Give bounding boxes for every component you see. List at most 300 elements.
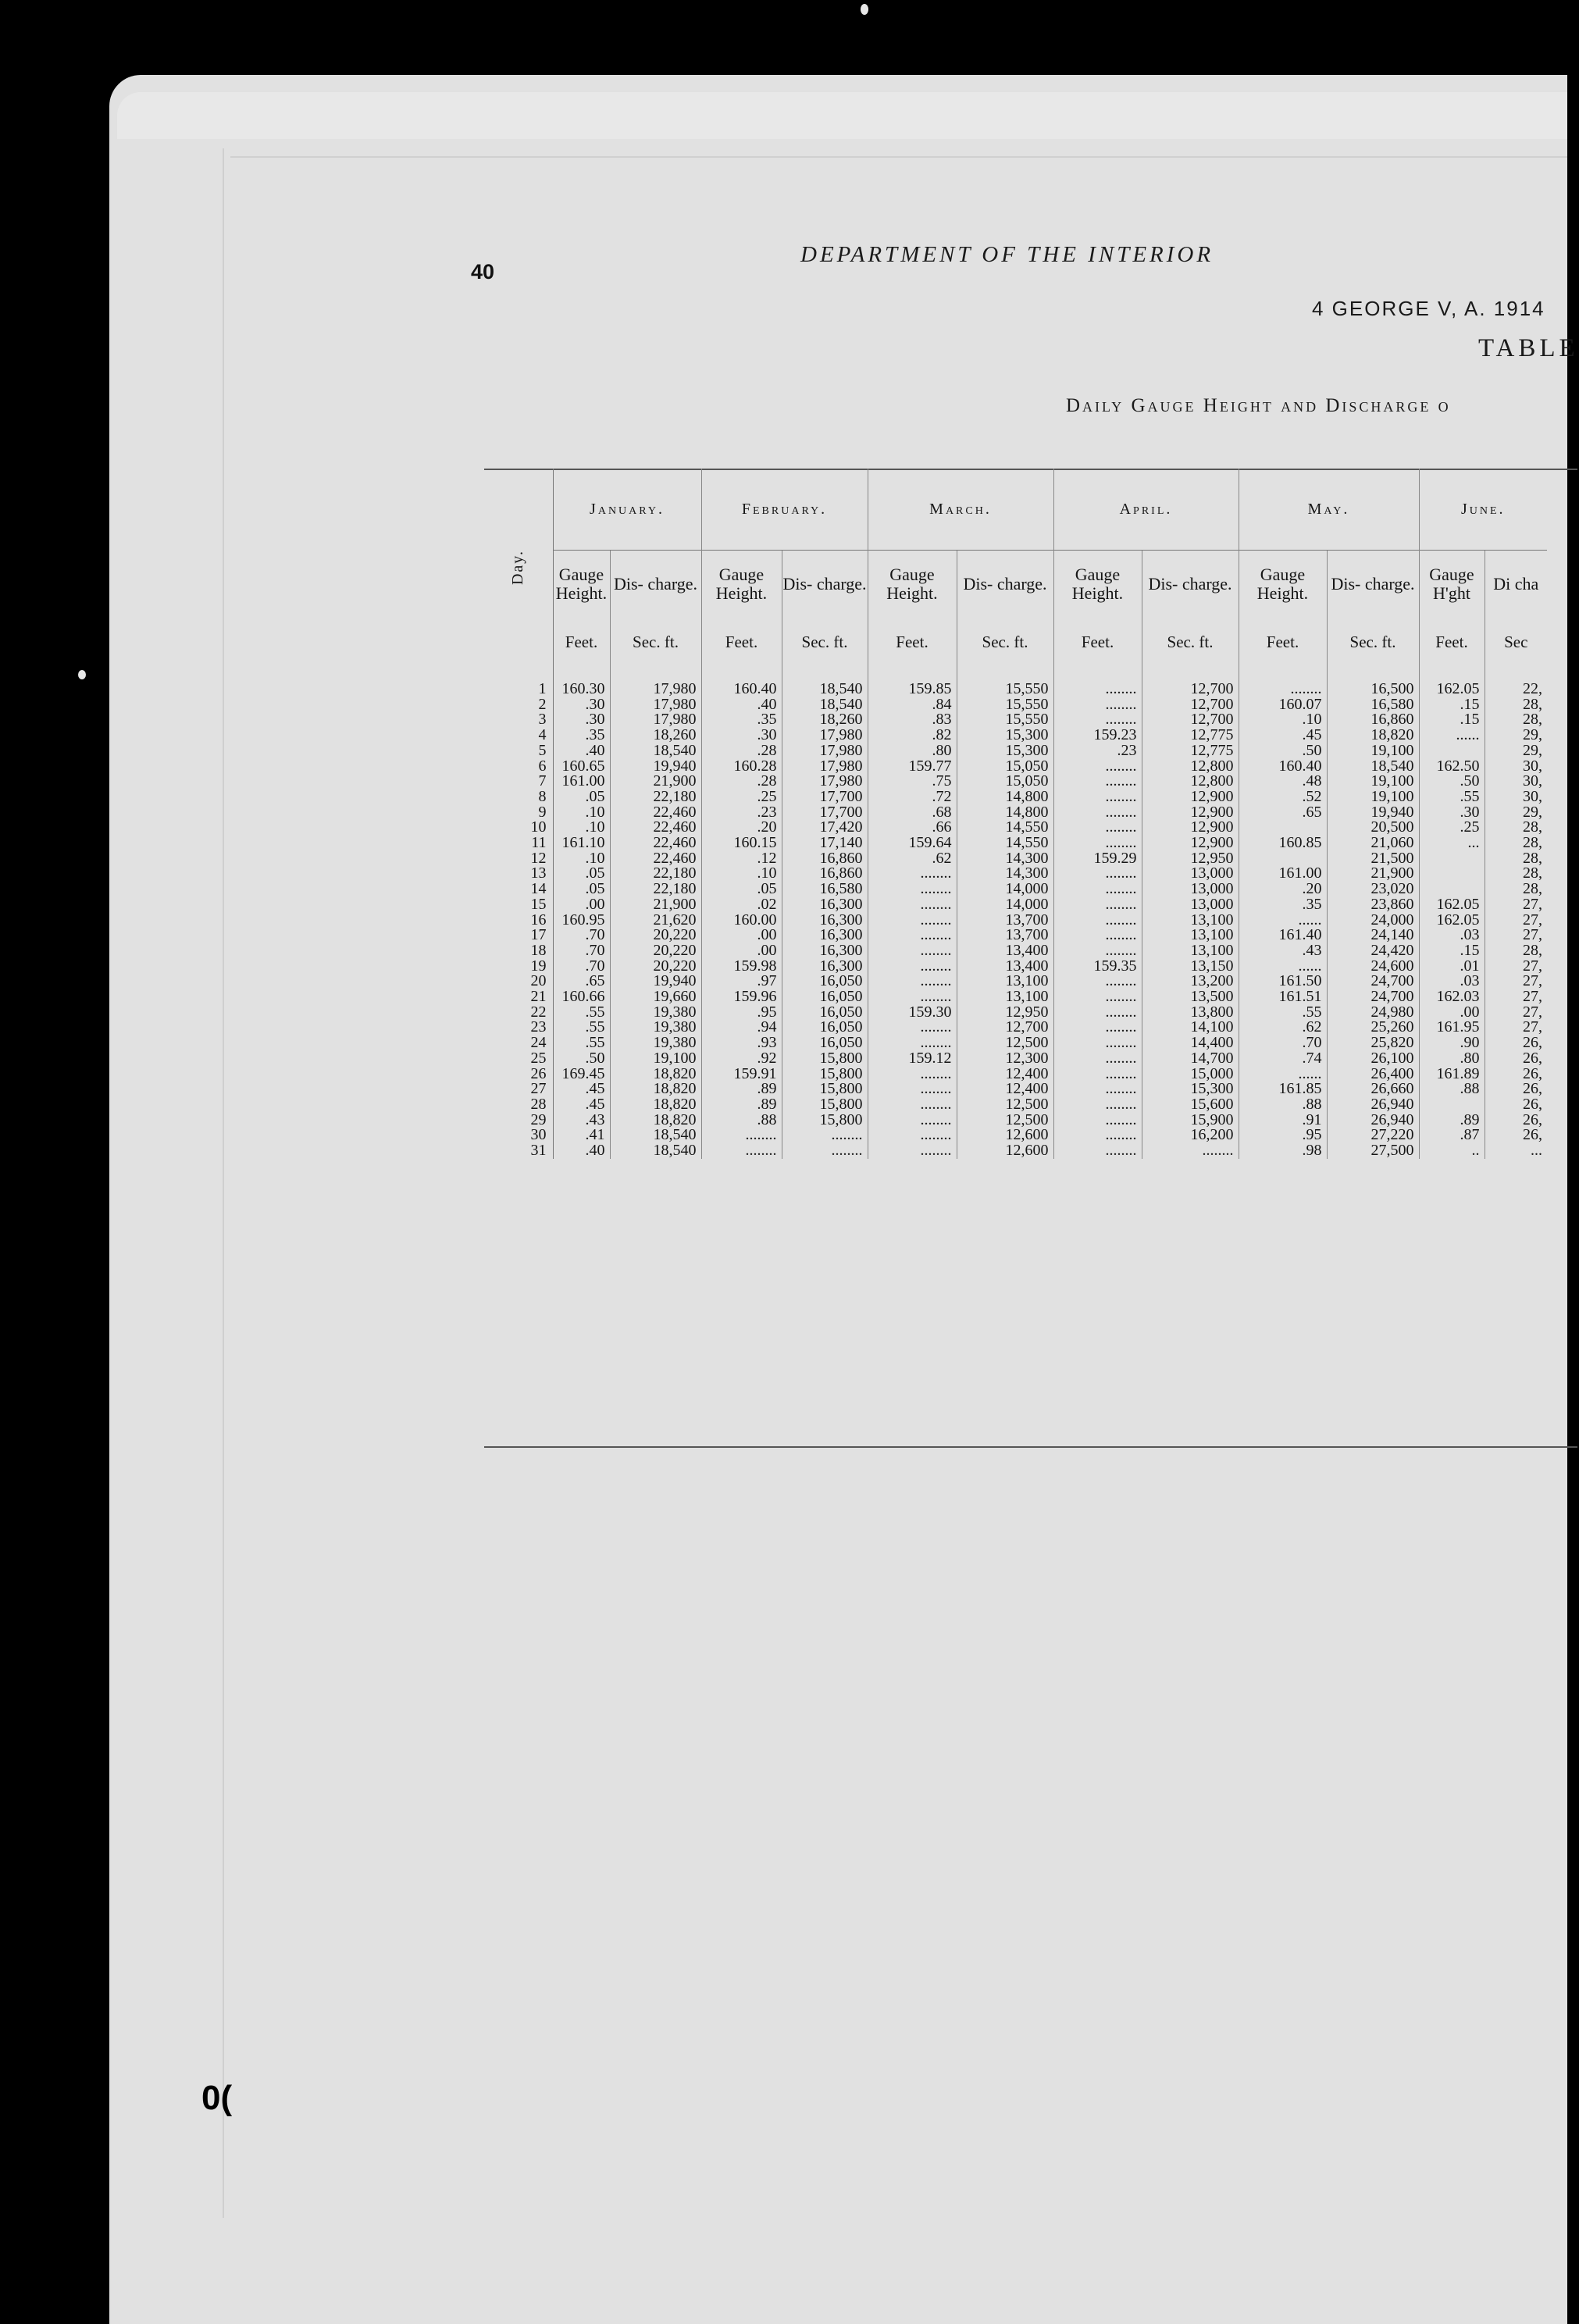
discharge-cell: 22,460 <box>610 820 701 836</box>
discharge-cell: 19,380 <box>610 1005 701 1021</box>
table-row <box>484 728 1547 743</box>
gauge-height-cell: 159.64 <box>868 836 957 851</box>
discharge-cell: 22,180 <box>610 866 701 882</box>
discharge-cell: 15,050 <box>957 774 1053 790</box>
discharge-cell: 12,500 <box>957 1035 1053 1051</box>
gauge-discharge-table <box>484 469 1577 1460</box>
day-number: 1 <box>484 666 553 697</box>
discharge-cell: 12,600 <box>957 1143 1053 1159</box>
discharge-cell: 17,980 <box>782 728 868 743</box>
gauge-height-cell: .03 <box>1419 974 1485 989</box>
gauge-height-cell: .10 <box>553 820 610 836</box>
discharge-cell: 19,380 <box>610 1035 701 1051</box>
discharge-cell: 13,200 <box>1142 974 1239 989</box>
discharge-cell: 15,050 <box>957 759 1053 775</box>
discharge-cell: 15,800 <box>782 1051 868 1067</box>
gauge-height-cell: .12 <box>701 851 782 867</box>
gauge-unit-january: Feet. <box>553 618 610 666</box>
discharge-cell: 14,550 <box>957 836 1053 851</box>
discharge-cell: 14,000 <box>957 897 1053 913</box>
gauge-height-cell: .23 <box>1053 743 1142 759</box>
gauge-height-cell: .80 <box>868 743 957 759</box>
gauge-height-cell: ........ <box>1053 943 1142 959</box>
discharge-header-january: Dis- charge. <box>610 551 701 618</box>
gauge-height-cell <box>1419 1097 1485 1113</box>
gauge-height-cell: .55 <box>1419 790 1485 805</box>
discharge-cell: 18,820 <box>610 1082 701 1097</box>
discharge-cell: 14,800 <box>957 790 1053 805</box>
gauge-height-cell: ........ <box>1053 897 1142 913</box>
gauge-height-cell: ........ <box>1053 1051 1142 1067</box>
gauge-height-cell: ........ <box>1053 1097 1142 1113</box>
gauge-height-cell: .20 <box>1239 882 1327 897</box>
gauge-height-cell: .43 <box>553 1113 610 1128</box>
gauge-height-cell: .35 <box>1239 897 1327 913</box>
gauge-height-cell: .15 <box>1419 697 1485 713</box>
discharge-cell: 28, <box>1485 851 1547 867</box>
gauge-height-cell: .30 <box>553 697 610 713</box>
gauge-height-cell: .82 <box>868 728 957 743</box>
gauge-height-cell: .88 <box>1239 1097 1327 1113</box>
day-number: 6 <box>484 759 553 775</box>
gauge-height-cell: ........ <box>868 1035 957 1051</box>
gauge-height-cell: ........ <box>1053 1082 1142 1097</box>
discharge-cell: 15,800 <box>782 1067 868 1082</box>
gauge-height-cell: .30 <box>1419 805 1485 821</box>
discharge-cell: 27, <box>1485 974 1547 989</box>
discharge-cell: 12,950 <box>957 1005 1053 1021</box>
gauge-height-cell: .91 <box>1239 1113 1327 1128</box>
discharge-cell: 28, <box>1485 836 1547 851</box>
discharge-cell: 18,540 <box>610 743 701 759</box>
gauge-height-cell: .. <box>1419 1143 1485 1159</box>
discharge-cell: ........ <box>782 1143 868 1159</box>
discharge-cell: 19,660 <box>610 989 701 1005</box>
discharge-cell: 26,400 <box>1327 1067 1419 1082</box>
gauge-height-header-may: Gauge Height. <box>1239 551 1327 618</box>
gauge-height-cell: 160.95 <box>553 913 610 929</box>
discharge-cell: 26, <box>1485 1097 1547 1113</box>
discharge-cell: 16,580 <box>782 882 868 897</box>
discharge-cell: 15,600 <box>1142 1097 1239 1113</box>
gauge-height-cell: ........ <box>868 943 957 959</box>
gauge-height-cell <box>1419 882 1485 897</box>
gauge-height-cell: ........ <box>1053 989 1142 1005</box>
discharge-unit-january: Sec. ft. <box>610 618 701 666</box>
discharge-header-march: Dis- charge. <box>957 551 1053 618</box>
gauge-height-cell: ........ <box>1053 974 1142 989</box>
discharge-cell: 16,300 <box>782 897 868 913</box>
discharge-cell: 14,300 <box>957 851 1053 867</box>
gauge-height-cell: ........ <box>868 1113 957 1128</box>
gauge-height-cell: ...... <box>1419 728 1485 743</box>
gauge-height-cell: .02 <box>701 897 782 913</box>
gauge-height-cell: .25 <box>701 790 782 805</box>
gauge-height-cell: 162.05 <box>1419 666 1485 697</box>
gauge-height-cell: 159.35 <box>1053 959 1142 975</box>
gauge-height-cell: ........ <box>868 989 957 1005</box>
gauge-height-cell: 161.50 <box>1239 974 1327 989</box>
gauge-height-cell: ........ <box>868 959 957 975</box>
discharge-cell: 22,460 <box>610 805 701 821</box>
day-number: 11 <box>484 836 553 851</box>
discharge-header-may: Dis- charge. <box>1327 551 1419 618</box>
table-row <box>484 836 1547 851</box>
day-number: 22 <box>484 1005 553 1021</box>
discharge-cell: 12,600 <box>957 1128 1053 1143</box>
discharge-cell: 19,940 <box>610 759 701 775</box>
discharge-cell: 17,980 <box>610 712 701 728</box>
discharge-cell: 22,460 <box>610 851 701 867</box>
gauge-height-cell: .10 <box>1239 712 1327 728</box>
gauge-height-header-march: Gauge Height. <box>868 551 957 618</box>
discharge-cell: 29, <box>1485 728 1547 743</box>
session-line: 4 GEORGE V, A. 1914 <box>1312 297 1545 320</box>
gauge-height-cell: .55 <box>1239 1005 1327 1021</box>
gauge-height-cell: .00 <box>1419 1005 1485 1021</box>
gauge-height-cell: .35 <box>553 728 610 743</box>
discharge-cell: 18,260 <box>782 712 868 728</box>
gauge-height-cell: .89 <box>701 1082 782 1097</box>
gauge-height-cell: 159.77 <box>868 759 957 775</box>
gauge-height-cell: .05 <box>701 882 782 897</box>
gauge-height-cell: .28 <box>701 774 782 790</box>
table-row <box>484 1143 1547 1159</box>
discharge-cell: 27,500 <box>1327 1143 1419 1159</box>
discharge-cell: 25,820 <box>1327 1035 1419 1051</box>
day-number: 13 <box>484 866 553 882</box>
discharge-cell: 28, <box>1485 943 1547 959</box>
discharge-cell: 24,700 <box>1327 974 1419 989</box>
day-number: 9 <box>484 805 553 821</box>
gauge-height-cell: ........ <box>1053 836 1142 851</box>
discharge-cell: 27, <box>1485 1020 1547 1035</box>
month-header-february: February. <box>701 469 868 551</box>
table-row <box>484 897 1547 913</box>
gauge-height-cell: .93 <box>701 1035 782 1051</box>
gauge-height-cell: .97 <box>701 974 782 989</box>
discharge-cell: 16,050 <box>782 1005 868 1021</box>
gauge-height-cell: ........ <box>868 974 957 989</box>
gauge-height-cell: 159.12 <box>868 1051 957 1067</box>
gauge-height-cell: .84 <box>868 697 957 713</box>
gauge-height-cell: .15 <box>1419 712 1485 728</box>
gauge-height-cell: ........ <box>1053 820 1142 836</box>
discharge-cell: 15,300 <box>1142 1082 1239 1097</box>
gauge-height-cell: .80 <box>1419 1051 1485 1067</box>
discharge-cell: 21,620 <box>610 913 701 929</box>
discharge-cell: ... <box>1485 1143 1547 1159</box>
gauge-height-cell: 159.98 <box>701 959 782 975</box>
month-header-june: June. <box>1460 500 1506 518</box>
discharge-cell: 29, <box>1485 805 1547 821</box>
gauge-height-cell: .43 <box>1239 943 1327 959</box>
gauge-height-cell: 160.15 <box>701 836 782 851</box>
discharge-cell: 27, <box>1485 913 1547 929</box>
gauge-unit-april: Feet. <box>1053 618 1142 666</box>
gauge-height-cell: .25 <box>1419 820 1485 836</box>
gauge-height-cell <box>1419 866 1485 882</box>
day-number: 12 <box>484 851 553 867</box>
discharge-cell: 13,400 <box>957 959 1053 975</box>
discharge-cell: 13,000 <box>1142 882 1239 897</box>
gauge-height-cell: ........ <box>868 882 957 897</box>
discharge-cell: 19,100 <box>610 1051 701 1067</box>
discharge-cell: 15,300 <box>957 743 1053 759</box>
day-number: 29 <box>484 1113 553 1128</box>
discharge-cell: 12,700 <box>1142 712 1239 728</box>
day-number: 10 <box>484 820 553 836</box>
gauge-height-cell: 161.40 <box>1239 928 1327 943</box>
discharge-cell: 12,700 <box>957 1020 1053 1035</box>
discharge-cell: 26,940 <box>1327 1097 1419 1113</box>
gauge-height-cell: ........ <box>1053 697 1142 713</box>
gauge-height-cell: .45 <box>553 1082 610 1097</box>
discharge-unit-june: Sec <box>1485 618 1547 666</box>
discharge-cell: 16,300 <box>782 959 868 975</box>
gauge-height-cell: ........ <box>1053 759 1142 775</box>
discharge-cell: 16,300 <box>782 913 868 929</box>
gauge-height-cell: ........ <box>701 1128 782 1143</box>
discharge-cell: 16,050 <box>782 989 868 1005</box>
discharge-cell: 16,050 <box>782 1020 868 1035</box>
gauge-height-cell: ........ <box>1053 790 1142 805</box>
gauge-height-cell: .10 <box>701 866 782 882</box>
gauge-height-cell: .65 <box>553 974 610 989</box>
discharge-cell: 12,775 <box>1142 728 1239 743</box>
gauge-height-cell: 160.00 <box>701 913 782 929</box>
day-number: 7 <box>484 774 553 790</box>
gauge-height-cell: .45 <box>1239 728 1327 743</box>
discharge-cell: 12,900 <box>1142 805 1239 821</box>
gauge-height-cell: 159.96 <box>701 989 782 1005</box>
discharge-cell: 16,300 <box>782 928 868 943</box>
day-number: 23 <box>484 1020 553 1035</box>
gauge-height-cell: 162.05 <box>1419 897 1485 913</box>
discharge-cell: 23,860 <box>1327 897 1419 913</box>
discharge-cell: 13,700 <box>957 928 1053 943</box>
gauge-unit-february: Feet. <box>701 618 782 666</box>
discharge-cell: 14,550 <box>957 820 1053 836</box>
discharge-cell: 24,420 <box>1327 943 1419 959</box>
gauge-height-cell: ........ <box>868 913 957 929</box>
day-number: 8 <box>484 790 553 805</box>
day-number: 19 <box>484 959 553 975</box>
day-number: 3 <box>484 712 553 728</box>
discharge-cell: 14,700 <box>1142 1051 1239 1067</box>
discharge-cell: 20,220 <box>610 928 701 943</box>
discharge-cell: 28, <box>1485 866 1547 882</box>
discharge-cell: 20,220 <box>610 943 701 959</box>
discharge-cell: 15,800 <box>782 1082 868 1097</box>
discharge-cell: 13,000 <box>1142 866 1239 882</box>
day-number: 26 <box>484 1067 553 1082</box>
discharge-cell: 27, <box>1485 897 1547 913</box>
unit-header-row <box>484 618 1547 666</box>
gauge-height-cell: .00 <box>701 943 782 959</box>
discharge-cell: 21,900 <box>1327 866 1419 882</box>
gauge-height-cell: .55 <box>553 1005 610 1021</box>
discharge-cell: 14,800 <box>957 805 1053 821</box>
gauge-height-cell: ........ <box>701 1143 782 1159</box>
discharge-cell: 18,820 <box>610 1097 701 1113</box>
discharge-cell: 15,550 <box>957 712 1053 728</box>
gauge-height-cell: 161.85 <box>1239 1082 1327 1097</box>
gauge-height-cell: 161.51 <box>1239 989 1327 1005</box>
gauge-height-cell: .55 <box>553 1035 610 1051</box>
discharge-cell: 13,500 <box>1142 989 1239 1005</box>
discharge-cell: 18,540 <box>610 1143 701 1159</box>
table-row <box>484 774 1547 790</box>
gauge-height-cell: .40 <box>553 1143 610 1159</box>
gauge-height-cell: .03 <box>1419 928 1485 943</box>
day-number: 4 <box>484 728 553 743</box>
gauge-height-cell: 161.00 <box>1239 866 1327 882</box>
gauge-height-cell: .70 <box>1239 1035 1327 1051</box>
gauge-height-cell: .88 <box>701 1113 782 1128</box>
gauge-height-cell: ........ <box>1053 1128 1142 1143</box>
discharge-cell: 12,300 <box>957 1051 1053 1067</box>
discharge-cell: 12,775 <box>1142 743 1239 759</box>
discharge-header-june: Di cha <box>1485 551 1547 618</box>
discharge-cell: 18,540 <box>1327 759 1419 775</box>
gauge-height-cell: .89 <box>1419 1113 1485 1128</box>
gauge-height-cell: ........ <box>1053 913 1142 929</box>
discharge-cell: 18,260 <box>610 728 701 743</box>
discharge-cell: 13,800 <box>1142 1005 1239 1021</box>
discharge-cell: 17,420 <box>782 820 868 836</box>
gauge-height-cell: ........ <box>1053 774 1142 790</box>
gauge-height-cell: .40 <box>553 743 610 759</box>
discharge-cell: 24,000 <box>1327 913 1419 929</box>
gauge-height-cell: .95 <box>1239 1128 1327 1143</box>
discharge-cell: 30, <box>1485 790 1547 805</box>
table-row <box>484 743 1547 759</box>
discharge-cell: 24,700 <box>1327 989 1419 1005</box>
day-number: 21 <box>484 989 553 1005</box>
gauge-height-cell: .55 <box>553 1020 610 1035</box>
discharge-cell: ........ <box>782 1128 868 1143</box>
gauge-height-cell: 160.40 <box>701 666 782 697</box>
gauge-height-cell: .05 <box>553 866 610 882</box>
discharge-cell: 18,820 <box>610 1067 701 1082</box>
gauge-height-cell: .50 <box>553 1051 610 1067</box>
discharge-cell: 24,140 <box>1327 928 1419 943</box>
table-row <box>484 928 1547 943</box>
discharge-cell: 28, <box>1485 697 1547 713</box>
discharge-cell: 15,000 <box>1142 1067 1239 1082</box>
discharge-cell: 26, <box>1485 1051 1547 1067</box>
discharge-cell: 26, <box>1485 1113 1547 1128</box>
gauge-height-cell: .95 <box>701 1005 782 1021</box>
discharge-cell: 15,300 <box>957 728 1053 743</box>
discharge-cell: 19,100 <box>1327 790 1419 805</box>
table-row <box>484 1097 1547 1113</box>
gauge-height-cell: 159.30 <box>868 1005 957 1021</box>
gauge-height-cell: 161.10 <box>553 836 610 851</box>
gauge-height-cell: 160.28 <box>701 759 782 775</box>
discharge-cell: 27, <box>1485 928 1547 943</box>
discharge-cell: 13,000 <box>1142 897 1239 913</box>
discharge-cell: 21,900 <box>610 897 701 913</box>
gauge-height-cell: .62 <box>868 851 957 867</box>
discharge-cell: 17,980 <box>782 774 868 790</box>
gauge-height-cell: ........ <box>1053 1143 1142 1159</box>
discharge-cell: 12,400 <box>957 1082 1053 1097</box>
discharge-cell: 28, <box>1485 712 1547 728</box>
gauge-height-cell: 160.66 <box>553 989 610 1005</box>
month-header-january: January. <box>553 469 701 551</box>
gauge-height-cell: .65 <box>1239 805 1327 821</box>
discharge-cell: 27, <box>1485 1005 1547 1021</box>
gauge-height-cell: .05 <box>553 790 610 805</box>
gauge-height-cell: ...... <box>1239 913 1327 929</box>
column-header-row <box>484 551 1547 618</box>
discharge-cell: 18,820 <box>1327 728 1419 743</box>
gauge-height-cell: .15 <box>1419 943 1485 959</box>
discharge-cell: 21,060 <box>1327 836 1419 851</box>
discharge-header-february: Dis- charge. <box>782 551 868 618</box>
discharge-cell: 13,150 <box>1142 959 1239 975</box>
gauge-height-cell: ........ <box>1053 666 1142 697</box>
discharge-cell: 16,580 <box>1327 697 1419 713</box>
gauge-height-cell: 161.89 <box>1419 1067 1485 1082</box>
gauge-height-cell: 159.85 <box>868 666 957 697</box>
discharge-cell: 16,050 <box>782 974 868 989</box>
gauge-height-cell: 161.95 <box>1419 1020 1485 1035</box>
discharge-cell: 12,500 <box>957 1113 1053 1128</box>
discharge-cell: 19,940 <box>610 974 701 989</box>
discharge-cell: 30, <box>1485 759 1547 775</box>
discharge-cell: 15,800 <box>782 1113 868 1128</box>
gauge-height-cell: 160.30 <box>553 666 610 697</box>
gauge-height-cell: .90 <box>1419 1035 1485 1051</box>
gauge-height-header-february: Gauge Height. <box>701 551 782 618</box>
table-row <box>484 943 1547 959</box>
discharge-unit-may: Sec. ft. <box>1327 618 1419 666</box>
discharge-cell: 27, <box>1485 989 1547 1005</box>
gauge-height-cell: 159.29 <box>1053 851 1142 867</box>
gauge-height-cell: ........ <box>868 1067 957 1082</box>
gauge-height-cell <box>1419 851 1485 867</box>
gauge-height-header-april: Gauge Height. <box>1053 551 1142 618</box>
discharge-cell: 17,980 <box>782 759 868 775</box>
discharge-cell: 15,550 <box>957 666 1053 697</box>
gauge-height-cell: .89 <box>701 1097 782 1113</box>
discharge-cell: 20,220 <box>610 959 701 975</box>
gauge-unit-june: Feet. <box>1419 618 1485 666</box>
gauge-height-cell: .45 <box>553 1097 610 1113</box>
discharge-unit-march: Sec. ft. <box>957 618 1053 666</box>
gauge-height-cell: .41 <box>553 1128 610 1143</box>
gauge-height-cell: .87 <box>1419 1128 1485 1143</box>
discharge-cell: 28, <box>1485 882 1547 897</box>
day-number: 20 <box>484 974 553 989</box>
gauge-height-cell: .70 <box>553 943 610 959</box>
gauge-height-cell: ........ <box>1053 1020 1142 1035</box>
day-number: 25 <box>484 1051 553 1067</box>
gauge-height-cell: ........ <box>1053 1035 1142 1051</box>
day-number: 17 <box>484 928 553 943</box>
discharge-cell: 26,660 <box>1327 1082 1419 1097</box>
gauge-unit-may: Feet. <box>1239 618 1327 666</box>
gauge-height-cell: .05 <box>553 882 610 897</box>
gauge-height-cell: .40 <box>701 697 782 713</box>
gauge-height-cell: ........ <box>1053 1005 1142 1021</box>
discharge-cell: 12,900 <box>1142 790 1239 805</box>
discharge-cell: 17,980 <box>610 666 701 697</box>
discharge-cell: 13,400 <box>957 943 1053 959</box>
